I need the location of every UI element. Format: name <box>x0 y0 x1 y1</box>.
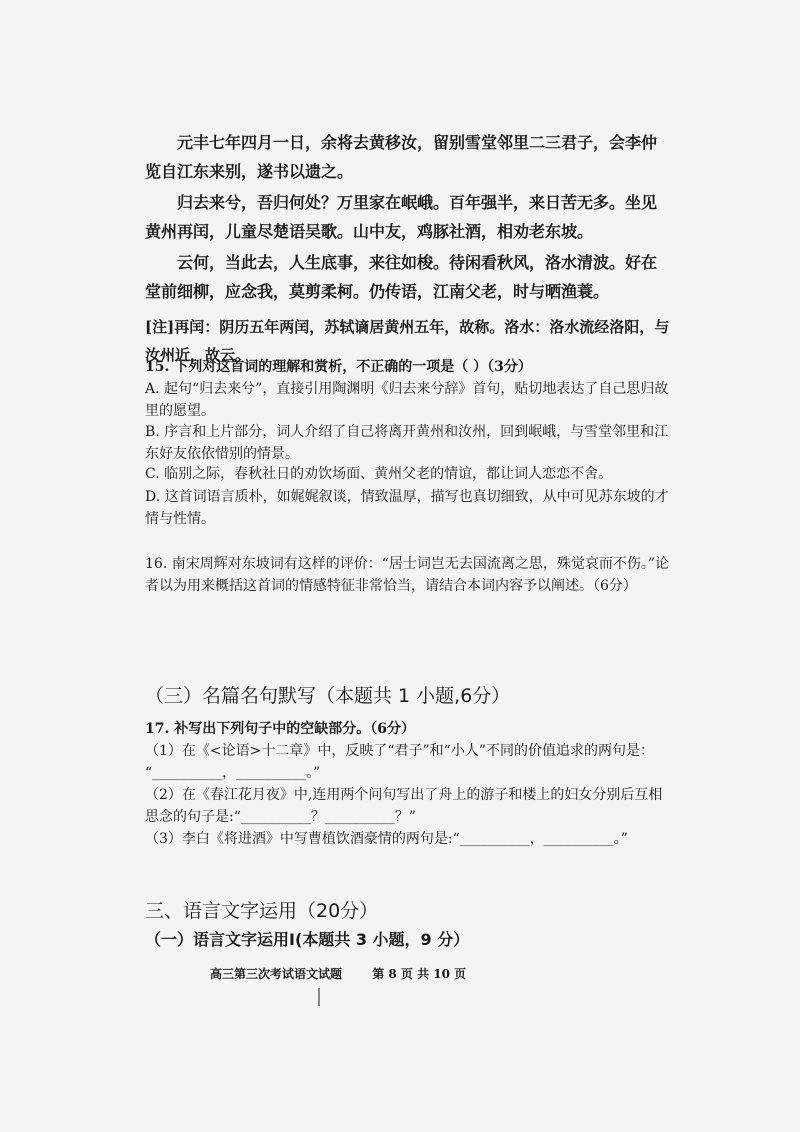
section-language-title: 三、语言文字运用（20分） <box>145 900 379 922</box>
poem-stanza-1: 归去来兮，吾归何处？万里家在岷峨。百年强半，来日苦无多。坐见黄州再闰，儿童尽楚语吴歌。山中友，鸡豚社酒，相劝老东坡。 <box>145 193 658 241</box>
option-d: D. 这首词语言质朴，如娓娓叙谈，情致温厚，描写也真切细致，从中可见苏东坡的才情与性情。 <box>145 489 669 527</box>
option-c: C. 临别之际，春秋社日的劝饮场面、黄州父老的情谊，都让词人恋恋不舍。 <box>145 466 613 482</box>
question-17-stem: 17. 补写出下列句子中的空缺部分。（6分） <box>145 721 415 737</box>
page-footer <box>210 965 466 982</box>
option-a: A. 起句“归去来兮”，直接引用陶渊明《归去来兮辞》首句，贴切地表达了自己思归故里的愿望。 <box>145 381 669 419</box>
question-16-stem: 16. 南宋周辉对东坡词有这样的评价：“居士词岂无去国流离之思，殊觉哀而不伤。”论者以为用来概括这首词的情感特征非常恰当，请结合本词内容予以阐述。（6分） <box>145 556 670 594</box>
poem-preface: 元丰七年四月一日，余将去黄移汝，留别雪堂邻里二三君子，会李仲览自江东来别，遂书以遗之。 <box>145 133 658 181</box>
footer-page-info: 第 8 页 共 10 页 <box>372 967 467 981</box>
question-17-item-2: （2）在《春江花月夜》中,连用两个问句写出了舟上的游子和楼上的妇女分别后互相思念的句子是:“__________？__________？” <box>145 787 663 825</box>
footer-exam-name: 高三第三次考试语文试题 <box>210 967 343 981</box>
scan-mark <box>318 988 320 1006</box>
question-17-item-1-blank: “__________，__________。” <box>145 765 321 781</box>
question-15-stem: 15. 下列对这首词的理解和赏析，不正确的一项是（ ）（3分） <box>145 359 532 375</box>
section-language-subtitle: （一）语言文字运用Ⅰ(本题共 3 小题，9 分） <box>145 930 470 949</box>
question-17-item-1: （1）在《<论语>十二章》中，反映了“君子”和“小人”不同的价值追求的两句是： <box>145 743 654 759</box>
question-17-item-3: （3）李白《将进酒》中写曹植饮酒豪情的两句是:“__________，__________。” <box>145 831 628 847</box>
option-b: B. 序言和上片部分，词人介绍了自己将离开黄州和汝州，回到岷峨，与雪堂邻里和江东好友依依惜别的情景。 <box>145 424 669 462</box>
poem-note: [注]再闰：阴历五年两闰，苏轼谪居黄州五年，故称。洛水：洛水流经洛阳，与汝州近，故云。 <box>145 318 670 364</box>
poem-stanza-2: 云何，当此去，人生底事，来往如梭。待闲看秋风，洛水清波。好在堂前细柳，应念我，莫剪柔柯。仍传语，江南父老，时与晒渔蓑。 <box>145 253 658 301</box>
section-recitation-title: （三）名篇名句默写（本题共 1 小题,6分） <box>145 685 511 707</box>
